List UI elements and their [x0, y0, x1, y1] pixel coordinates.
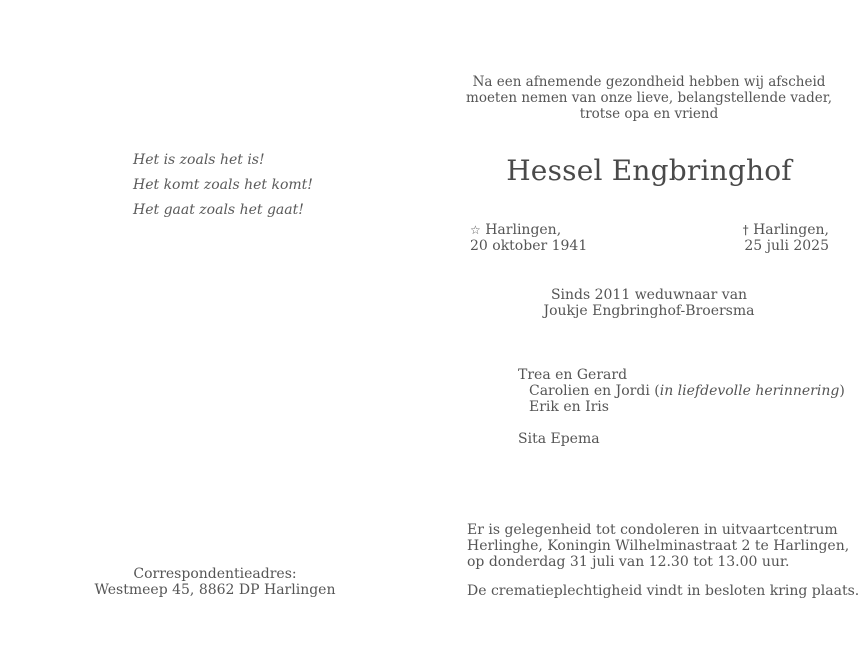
- widower-text: [460, 287, 838, 319]
- birth-info: [470, 222, 587, 254]
- family-line-2-italic: in liefdevolle herinnering: [659, 383, 840, 399]
- condolence-info: [467, 522, 849, 570]
- family-line-2: [518, 383, 845, 399]
- death-place: Harlingen,: [753, 222, 829, 238]
- family-list: [518, 367, 845, 447]
- poem-line-1: Het is zoals het is!: [133, 152, 265, 168]
- intro-line-1: Na een afnemende gezondheid hebben wij afscheid: [472, 74, 826, 90]
- birth-place: Harlingen,: [485, 222, 562, 238]
- family-line-2-close: ): [839, 383, 845, 399]
- death-info: [743, 222, 829, 254]
- poem-line-3: Het gaat zoals het gaat!: [133, 202, 304, 218]
- intro-text: [460, 74, 838, 122]
- deceased-name: Hessel Engbringhof: [506, 154, 792, 187]
- cremation-info: De crematieplechtigheid vindt in besloten kring plaats.: [467, 583, 860, 599]
- condolence-line-3: op donderdag 31 juli van 12.30 tot 13.00 uur.: [467, 554, 790, 570]
- poem-line-2: Het komt zoals het komt!: [133, 177, 313, 193]
- widower-line-1: Sinds 2011 weduwnaar van: [550, 287, 748, 303]
- condolence-line-1: Er is gelegenheid tot condoleren in uitvaartcentrum: [467, 522, 838, 538]
- family-line-2-text: Carolien en Jordi (: [529, 383, 660, 399]
- family-line-1: Trea en Gerard: [518, 367, 628, 383]
- family-line-4: Sita Epema: [518, 431, 600, 447]
- correspondence-address: [90, 566, 340, 598]
- intro-line-2: moeten nemen van onze lieve, belangstellende vader,: [466, 90, 832, 106]
- death-date: 25 juli 2025: [744, 238, 829, 254]
- correspondence-label: Correspondentieadres:: [133, 566, 297, 582]
- condolence-line-2: Herlinghe, Koningin Wilhelminastraat 2 te Harlingen,: [467, 538, 850, 554]
- family-line-3: Erik en Iris: [529, 399, 609, 415]
- birth-date: 20 oktober 1941: [470, 238, 588, 254]
- widower-line-2: Joukje Engbringhof-Broersma: [543, 303, 755, 319]
- star-icon: ☆: [470, 223, 481, 237]
- poem: [133, 148, 313, 223]
- intro-line-3: trotse opa en vriend: [579, 106, 719, 122]
- cross-icon: †: [742, 223, 749, 237]
- correspondence-address-line: Westmeep 45, 8862 DP Harlingen: [94, 582, 336, 598]
